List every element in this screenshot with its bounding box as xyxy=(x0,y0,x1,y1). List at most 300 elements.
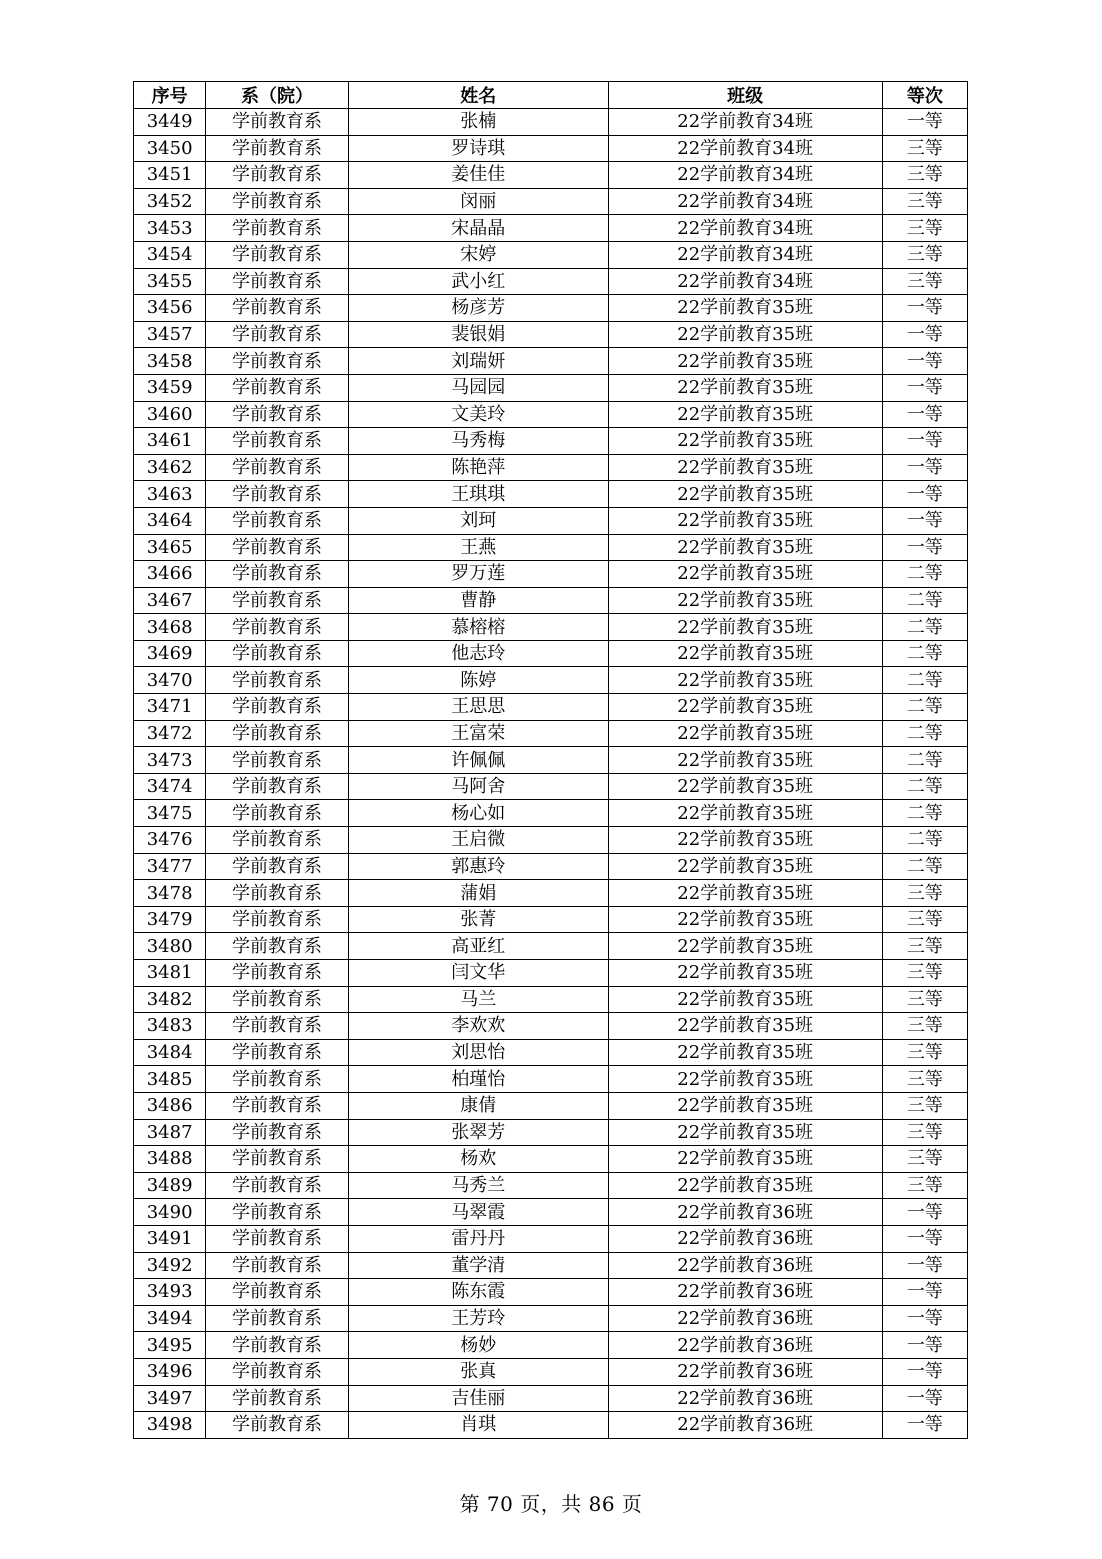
cell-class: 22学前教育35班 xyxy=(608,401,882,428)
cell-grade: 一等 xyxy=(882,481,967,508)
cell-class: 22学前教育35班 xyxy=(608,295,882,322)
table-row xyxy=(134,1119,968,1146)
cell-grade: 一等 xyxy=(882,428,967,455)
cell-grade: 三等 xyxy=(882,188,967,215)
cell-serial-number: 3490 xyxy=(134,1199,206,1226)
table-row xyxy=(134,135,968,162)
cell-name: 张楠 xyxy=(348,109,608,136)
cell-name: 宋晶晶 xyxy=(348,215,608,242)
cell-name: 蒲娟 xyxy=(348,880,608,907)
table-row xyxy=(134,1252,968,1279)
cell-class: 22学前教育35班 xyxy=(608,428,882,455)
cell-grade: 二等 xyxy=(882,800,967,827)
cell-grade: 一等 xyxy=(882,295,967,322)
cell-grade: 三等 xyxy=(882,1119,967,1146)
cell-class: 22学前教育35班 xyxy=(608,800,882,827)
cell-serial-number: 3463 xyxy=(134,481,206,508)
cell-grade: 一等 xyxy=(882,1252,967,1279)
header-serial-number: 序号 xyxy=(134,82,206,109)
cell-grade: 三等 xyxy=(882,241,967,268)
cell-department: 学前教育系 xyxy=(206,1305,349,1332)
cell-name: 裴银娟 xyxy=(348,321,608,348)
cell-serial-number: 3459 xyxy=(134,374,206,401)
cell-serial-number: 3453 xyxy=(134,215,206,242)
cell-class: 22学前教育35班 xyxy=(608,1039,882,1066)
cell-name: 康倩 xyxy=(348,1092,608,1119)
table-row xyxy=(134,933,968,960)
cell-class: 22学前教育35班 xyxy=(608,1119,882,1146)
table-row xyxy=(134,720,968,747)
cell-grade: 三等 xyxy=(882,1013,967,1040)
cell-serial-number: 3470 xyxy=(134,667,206,694)
cell-serial-number: 3475 xyxy=(134,800,206,827)
cell-class: 22学前教育36班 xyxy=(608,1199,882,1226)
cell-name: 李欢欢 xyxy=(348,1013,608,1040)
cell-serial-number: 3496 xyxy=(134,1358,206,1385)
cell-serial-number: 3457 xyxy=(134,321,206,348)
table-row xyxy=(134,561,968,588)
cell-name: 王芳玲 xyxy=(348,1305,608,1332)
cell-grade: 一等 xyxy=(882,1305,967,1332)
cell-name: 王燕 xyxy=(348,534,608,561)
cell-grade: 二等 xyxy=(882,694,967,721)
cell-department: 学前教育系 xyxy=(206,880,349,907)
cell-name: 闵丽 xyxy=(348,188,608,215)
table-row xyxy=(134,1358,968,1385)
cell-department: 学前教育系 xyxy=(206,933,349,960)
cell-serial-number: 3455 xyxy=(134,268,206,295)
cell-class: 22学前教育35班 xyxy=(608,720,882,747)
cell-name: 罗万莲 xyxy=(348,561,608,588)
cell-grade: 一等 xyxy=(882,534,967,561)
cell-grade: 三等 xyxy=(882,1039,967,1066)
cell-class: 22学前教育35班 xyxy=(608,640,882,667)
cell-serial-number: 3489 xyxy=(134,1172,206,1199)
table-row xyxy=(134,1279,968,1306)
cell-name: 张翠芳 xyxy=(348,1119,608,1146)
table-row xyxy=(134,1039,968,1066)
cell-department: 学前教育系 xyxy=(206,1119,349,1146)
cell-class: 22学前教育34班 xyxy=(608,135,882,162)
cell-name: 杨欢 xyxy=(348,1146,608,1173)
cell-grade: 一等 xyxy=(882,1225,967,1252)
table-row xyxy=(134,906,968,933)
cell-name: 杨心如 xyxy=(348,800,608,827)
cell-grade: 三等 xyxy=(882,1172,967,1199)
table-row xyxy=(134,773,968,800)
table-row xyxy=(134,1013,968,1040)
cell-department: 学前教育系 xyxy=(206,348,349,375)
table-row xyxy=(134,694,968,721)
cell-class: 22学前教育35班 xyxy=(608,348,882,375)
cell-name: 高亚红 xyxy=(348,933,608,960)
cell-department: 学前教育系 xyxy=(206,162,349,189)
cell-class: 22学前教育35班 xyxy=(608,933,882,960)
cell-class: 22学前教育35班 xyxy=(608,906,882,933)
header-name: 姓名 xyxy=(348,82,608,109)
cell-class: 22学前教育34班 xyxy=(608,188,882,215)
table-row xyxy=(134,800,968,827)
cell-grade: 一等 xyxy=(882,1279,967,1306)
cell-name: 刘瑞妍 xyxy=(348,348,608,375)
cell-grade: 二等 xyxy=(882,827,967,854)
cell-department: 学前教育系 xyxy=(206,614,349,641)
cell-class: 22学前教育35班 xyxy=(608,694,882,721)
cell-serial-number: 3495 xyxy=(134,1332,206,1359)
cell-serial-number: 3486 xyxy=(134,1092,206,1119)
table-row xyxy=(134,587,968,614)
cell-serial-number: 3472 xyxy=(134,720,206,747)
cell-name: 马秀梅 xyxy=(348,428,608,455)
cell-name: 王思思 xyxy=(348,694,608,721)
cell-department: 学前教育系 xyxy=(206,587,349,614)
cell-class: 22学前教育36班 xyxy=(608,1252,882,1279)
cell-grade: 一等 xyxy=(882,348,967,375)
cell-grade: 一等 xyxy=(882,1332,967,1359)
cell-name: 吉佳丽 xyxy=(348,1385,608,1412)
table-row xyxy=(134,1199,968,1226)
cell-class: 22学前教育35班 xyxy=(608,481,882,508)
cell-department: 学前教育系 xyxy=(206,188,349,215)
table-row xyxy=(134,1092,968,1119)
cell-grade: 一等 xyxy=(882,1385,967,1412)
cell-name: 刘思怡 xyxy=(348,1039,608,1066)
cell-grade: 三等 xyxy=(882,933,967,960)
cell-grade: 三等 xyxy=(882,1066,967,1093)
cell-name: 马兰 xyxy=(348,986,608,1013)
cell-name: 姜佳佳 xyxy=(348,162,608,189)
cell-department: 学前教育系 xyxy=(206,1092,349,1119)
cell-grade: 一等 xyxy=(882,507,967,534)
cell-serial-number: 3450 xyxy=(134,135,206,162)
cell-serial-number: 3468 xyxy=(134,614,206,641)
cell-department: 学前教育系 xyxy=(206,694,349,721)
cell-department: 学前教育系 xyxy=(206,986,349,1013)
cell-class: 22学前教育34班 xyxy=(608,215,882,242)
page-number-footer: 第 70 页，共 86 页 xyxy=(459,1492,643,1516)
cell-class: 22学前教育35班 xyxy=(608,960,882,987)
cell-department: 学前教育系 xyxy=(206,960,349,987)
cell-serial-number: 3454 xyxy=(134,241,206,268)
cell-grade: 三等 xyxy=(882,1092,967,1119)
cell-name: 肖琪 xyxy=(348,1412,608,1439)
cell-name: 陈艳萍 xyxy=(348,454,608,481)
cell-department: 学前教育系 xyxy=(206,1172,349,1199)
cell-name: 马园园 xyxy=(348,374,608,401)
table-row xyxy=(134,348,968,375)
cell-serial-number: 3488 xyxy=(134,1146,206,1173)
cell-serial-number: 3491 xyxy=(134,1225,206,1252)
cell-grade: 一等 xyxy=(882,1358,967,1385)
cell-serial-number: 3466 xyxy=(134,561,206,588)
table-row xyxy=(134,454,968,481)
table-row xyxy=(134,640,968,667)
cell-department: 学前教育系 xyxy=(206,428,349,455)
cell-class: 22学前教育35班 xyxy=(608,667,882,694)
cell-serial-number: 3478 xyxy=(134,880,206,907)
cell-class: 22学前教育34班 xyxy=(608,241,882,268)
cell-department: 学前教育系 xyxy=(206,534,349,561)
cell-department: 学前教育系 xyxy=(206,827,349,854)
cell-serial-number: 3474 xyxy=(134,773,206,800)
cell-name: 许佩佩 xyxy=(348,747,608,774)
cell-grade: 二等 xyxy=(882,773,967,800)
cell-class: 22学前教育36班 xyxy=(608,1305,882,1332)
table-row xyxy=(134,1412,968,1439)
cell-serial-number: 3471 xyxy=(134,694,206,721)
cell-department: 学前教育系 xyxy=(206,561,349,588)
cell-grade: 三等 xyxy=(882,162,967,189)
cell-name: 慕榕榕 xyxy=(348,614,608,641)
table-row xyxy=(134,428,968,455)
cell-class: 22学前教育35班 xyxy=(608,374,882,401)
cell-class: 22学前教育35班 xyxy=(608,1013,882,1040)
cell-grade: 三等 xyxy=(882,135,967,162)
cell-serial-number: 3461 xyxy=(134,428,206,455)
cell-grade: 二等 xyxy=(882,614,967,641)
cell-department: 学前教育系 xyxy=(206,1252,349,1279)
cell-department: 学前教育系 xyxy=(206,720,349,747)
cell-serial-number: 3464 xyxy=(134,507,206,534)
cell-grade: 二等 xyxy=(882,853,967,880)
cell-name: 王琪琪 xyxy=(348,481,608,508)
cell-serial-number: 3482 xyxy=(134,986,206,1013)
cell-class: 22学前教育35班 xyxy=(608,747,882,774)
cell-class: 22学前教育35班 xyxy=(608,321,882,348)
cell-serial-number: 3484 xyxy=(134,1039,206,1066)
cell-grade: 一等 xyxy=(882,1199,967,1226)
cell-grade: 一等 xyxy=(882,1412,967,1439)
cell-serial-number: 3498 xyxy=(134,1412,206,1439)
cell-department: 学前教育系 xyxy=(206,1385,349,1412)
cell-class: 22学前教育35班 xyxy=(608,1092,882,1119)
cell-grade: 二等 xyxy=(882,747,967,774)
cell-class: 22学前教育35班 xyxy=(608,534,882,561)
award-list-table-container xyxy=(133,81,968,1439)
table-row xyxy=(134,481,968,508)
cell-department: 学前教育系 xyxy=(206,1146,349,1173)
table-row xyxy=(134,1385,968,1412)
cell-serial-number: 3473 xyxy=(134,747,206,774)
cell-grade: 一等 xyxy=(882,109,967,136)
cell-grade: 三等 xyxy=(882,986,967,1013)
cell-department: 学前教育系 xyxy=(206,640,349,667)
table-row xyxy=(134,1332,968,1359)
cell-serial-number: 3460 xyxy=(134,401,206,428)
cell-department: 学前教育系 xyxy=(206,295,349,322)
cell-name: 文美玲 xyxy=(348,401,608,428)
table-row xyxy=(134,162,968,189)
cell-department: 学前教育系 xyxy=(206,1066,349,1093)
cell-name: 马阿舍 xyxy=(348,773,608,800)
table-row xyxy=(134,853,968,880)
cell-department: 学前教育系 xyxy=(206,667,349,694)
cell-grade: 一等 xyxy=(882,401,967,428)
cell-department: 学前教育系 xyxy=(206,321,349,348)
cell-serial-number: 3497 xyxy=(134,1385,206,1412)
cell-grade: 三等 xyxy=(882,268,967,295)
table-row xyxy=(134,827,968,854)
cell-class: 22学前教育36班 xyxy=(608,1279,882,1306)
cell-grade: 三等 xyxy=(882,880,967,907)
cell-grade: 二等 xyxy=(882,561,967,588)
cell-department: 学前教育系 xyxy=(206,1039,349,1066)
table-row xyxy=(134,507,968,534)
cell-class: 22学前教育35班 xyxy=(608,986,882,1013)
cell-department: 学前教育系 xyxy=(206,747,349,774)
cell-department: 学前教育系 xyxy=(206,268,349,295)
cell-name: 他志玲 xyxy=(348,640,608,667)
cell-department: 学前教育系 xyxy=(206,454,349,481)
table-row xyxy=(134,241,968,268)
cell-serial-number: 3476 xyxy=(134,827,206,854)
table-row xyxy=(134,1225,968,1252)
cell-class: 22学前教育36班 xyxy=(608,1358,882,1385)
cell-name: 王启微 xyxy=(348,827,608,854)
table-row xyxy=(134,1146,968,1173)
cell-department: 学前教育系 xyxy=(206,1225,349,1252)
table-row xyxy=(134,109,968,136)
cell-serial-number: 3449 xyxy=(134,109,206,136)
cell-serial-number: 3479 xyxy=(134,906,206,933)
header-department: 系（院） xyxy=(206,82,349,109)
table-row xyxy=(134,986,968,1013)
cell-department: 学前教育系 xyxy=(206,135,349,162)
table-row xyxy=(134,667,968,694)
cell-grade: 二等 xyxy=(882,587,967,614)
cell-serial-number: 3462 xyxy=(134,454,206,481)
table-row xyxy=(134,1066,968,1093)
cell-name: 王富荣 xyxy=(348,720,608,747)
cell-class: 22学前教育34班 xyxy=(608,109,882,136)
cell-department: 学前教育系 xyxy=(206,1013,349,1040)
cell-name: 宋婷 xyxy=(348,241,608,268)
cell-serial-number: 3452 xyxy=(134,188,206,215)
cell-name: 马翠霞 xyxy=(348,1199,608,1226)
cell-class: 22学前教育35班 xyxy=(608,614,882,641)
cell-department: 学前教育系 xyxy=(206,1199,349,1226)
table-row xyxy=(134,321,968,348)
cell-name: 董学清 xyxy=(348,1252,608,1279)
cell-department: 学前教育系 xyxy=(206,773,349,800)
table-row xyxy=(134,1305,968,1332)
cell-serial-number: 3483 xyxy=(134,1013,206,1040)
table-row xyxy=(134,1172,968,1199)
table-row xyxy=(134,215,968,242)
cell-class: 22学前教育35班 xyxy=(608,507,882,534)
cell-grade: 三等 xyxy=(882,1146,967,1173)
cell-serial-number: 3485 xyxy=(134,1066,206,1093)
cell-class: 22学前教育36班 xyxy=(608,1225,882,1252)
cell-name: 柏瑾怡 xyxy=(348,1066,608,1093)
cell-department: 学前教育系 xyxy=(206,1412,349,1439)
cell-department: 学前教育系 xyxy=(206,215,349,242)
cell-grade: 一等 xyxy=(882,454,967,481)
cell-class: 22学前教育36班 xyxy=(608,1385,882,1412)
cell-department: 学前教育系 xyxy=(206,906,349,933)
cell-class: 22学前教育35班 xyxy=(608,880,882,907)
cell-department: 学前教育系 xyxy=(206,374,349,401)
cell-department: 学前教育系 xyxy=(206,507,349,534)
cell-serial-number: 3469 xyxy=(134,640,206,667)
cell-class: 22学前教育36班 xyxy=(608,1332,882,1359)
cell-grade: 三等 xyxy=(882,215,967,242)
cell-name: 杨彦芳 xyxy=(348,295,608,322)
cell-class: 22学前教育35班 xyxy=(608,1066,882,1093)
cell-name: 马秀兰 xyxy=(348,1172,608,1199)
cell-serial-number: 3465 xyxy=(134,534,206,561)
cell-name: 刘珂 xyxy=(348,507,608,534)
cell-department: 学前教育系 xyxy=(206,109,349,136)
header-class: 班级 xyxy=(608,82,882,109)
header-grade: 等次 xyxy=(882,82,967,109)
cell-grade: 二等 xyxy=(882,720,967,747)
table-row xyxy=(134,880,968,907)
cell-department: 学前教育系 xyxy=(206,853,349,880)
cell-serial-number: 3487 xyxy=(134,1119,206,1146)
cell-class: 22学前教育35班 xyxy=(608,561,882,588)
table-row xyxy=(134,401,968,428)
cell-department: 学前教育系 xyxy=(206,800,349,827)
table-header-row xyxy=(134,82,968,109)
cell-name: 曹静 xyxy=(348,587,608,614)
cell-class: 22学前教育35班 xyxy=(608,827,882,854)
award-list-table xyxy=(133,81,968,1439)
cell-name: 罗诗琪 xyxy=(348,135,608,162)
cell-department: 学前教育系 xyxy=(206,241,349,268)
cell-serial-number: 3467 xyxy=(134,587,206,614)
table-body xyxy=(134,109,968,1439)
cell-class: 22学前教育35班 xyxy=(608,1172,882,1199)
cell-name: 雷丹丹 xyxy=(348,1225,608,1252)
cell-name: 武小红 xyxy=(348,268,608,295)
cell-name: 杨妙 xyxy=(348,1332,608,1359)
cell-serial-number: 3481 xyxy=(134,960,206,987)
table-row xyxy=(134,268,968,295)
cell-department: 学前教育系 xyxy=(206,1332,349,1359)
cell-serial-number: 3494 xyxy=(134,1305,206,1332)
table-row xyxy=(134,374,968,401)
cell-name: 陈东霞 xyxy=(348,1279,608,1306)
cell-class: 22学前教育35班 xyxy=(608,1146,882,1173)
cell-department: 学前教育系 xyxy=(206,481,349,508)
table-row xyxy=(134,188,968,215)
table-row xyxy=(134,534,968,561)
cell-serial-number: 3451 xyxy=(134,162,206,189)
cell-name: 张菁 xyxy=(348,906,608,933)
cell-serial-number: 3493 xyxy=(134,1279,206,1306)
table-row xyxy=(134,614,968,641)
cell-department: 学前教育系 xyxy=(206,1358,349,1385)
cell-department: 学前教育系 xyxy=(206,1279,349,1306)
cell-class: 22学前教育35班 xyxy=(608,454,882,481)
cell-class: 22学前教育35班 xyxy=(608,773,882,800)
cell-grade: 一等 xyxy=(882,374,967,401)
cell-name: 陈婷 xyxy=(348,667,608,694)
cell-grade: 三等 xyxy=(882,960,967,987)
cell-class: 22学前教育34班 xyxy=(608,268,882,295)
cell-serial-number: 3480 xyxy=(134,933,206,960)
cell-name: 张真 xyxy=(348,1358,608,1385)
cell-name: 闫文华 xyxy=(348,960,608,987)
cell-serial-number: 3477 xyxy=(134,853,206,880)
table-row xyxy=(134,295,968,322)
cell-class: 22学前教育35班 xyxy=(608,853,882,880)
cell-serial-number: 3458 xyxy=(134,348,206,375)
cell-class: 22学前教育34班 xyxy=(608,162,882,189)
table-row xyxy=(134,960,968,987)
cell-class: 22学前教育36班 xyxy=(608,1412,882,1439)
